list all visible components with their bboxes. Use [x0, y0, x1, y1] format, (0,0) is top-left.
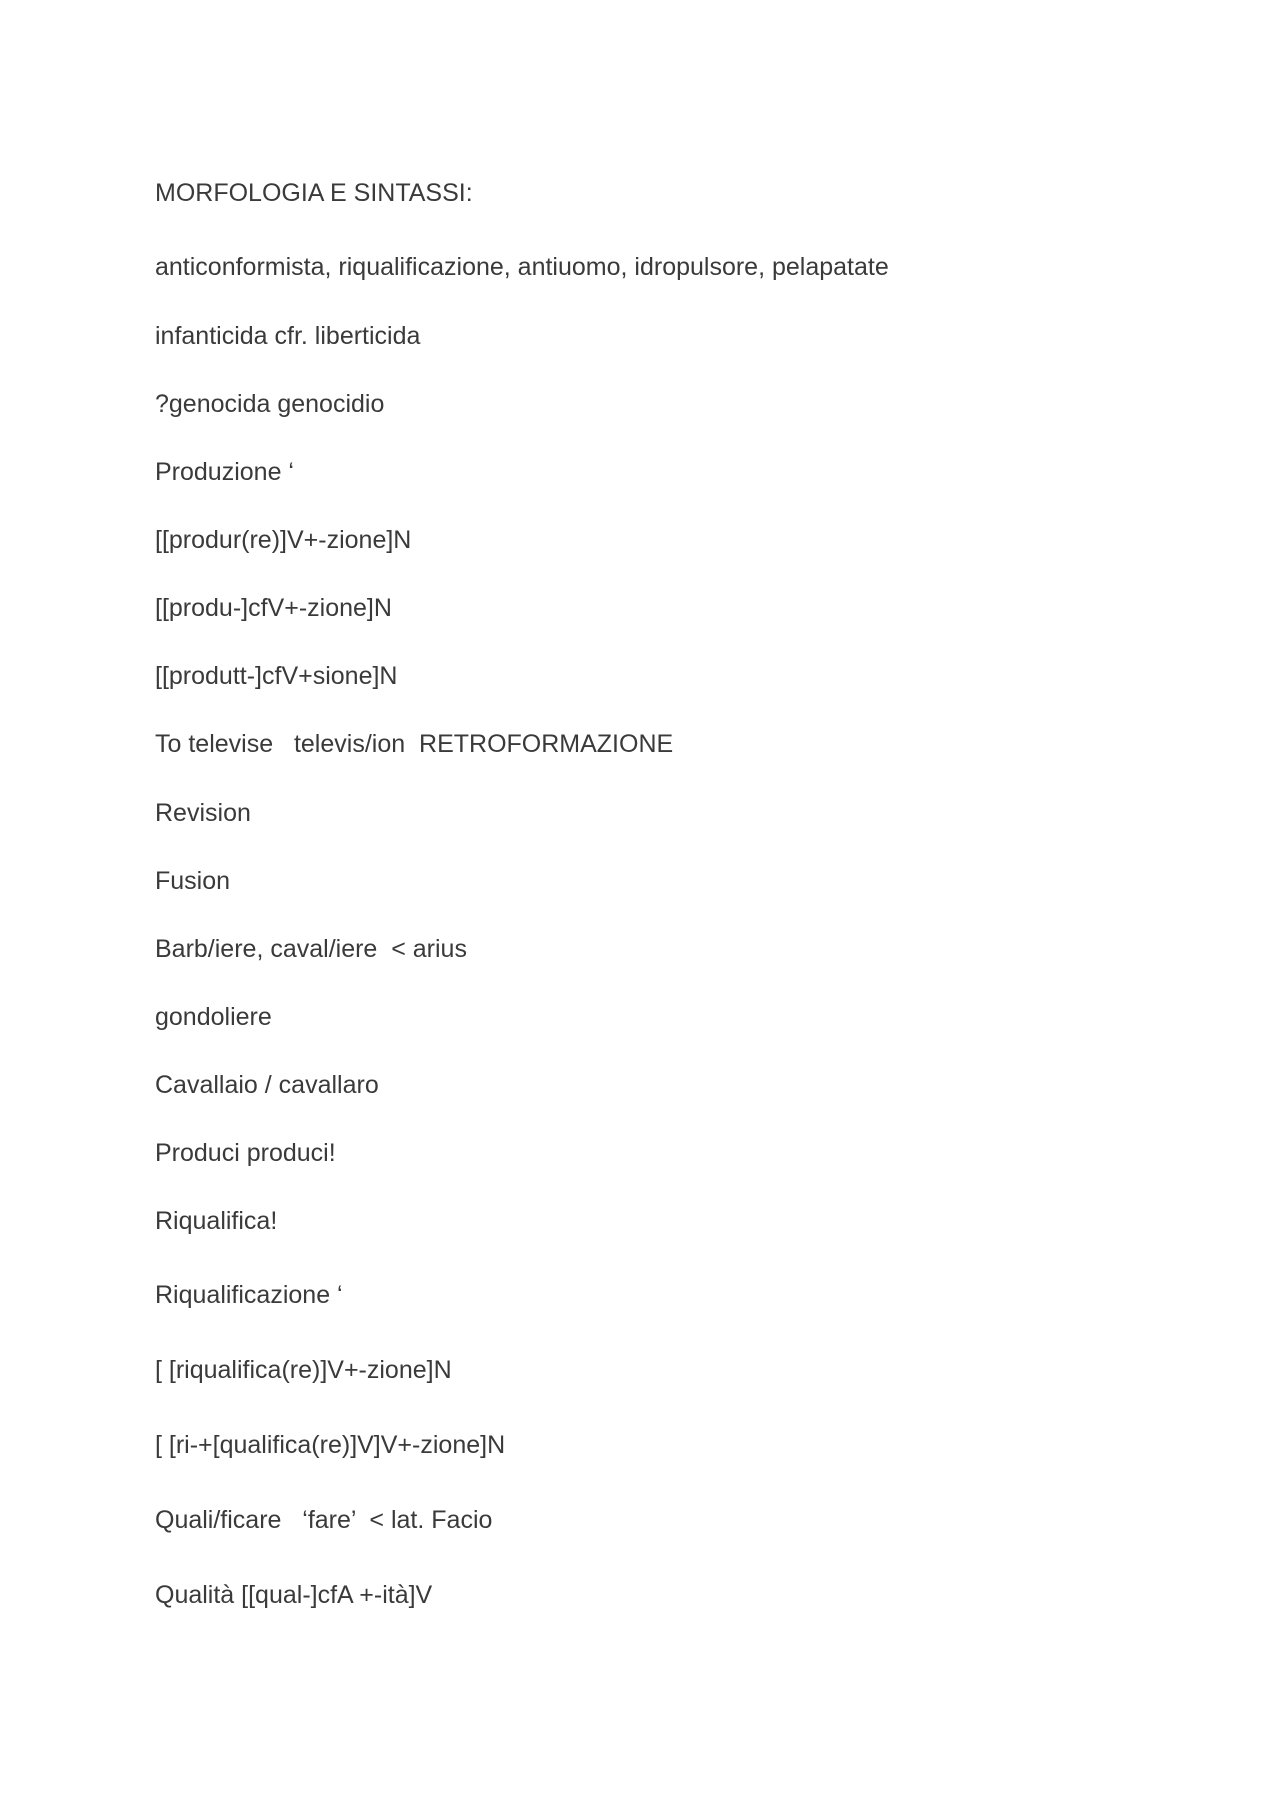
- text-line: [[produ-]cfV+-zione]N: [155, 594, 392, 622]
- text-line: Revision: [155, 799, 251, 827]
- text-line: ?genocida genocidio: [155, 390, 385, 418]
- text-line: Cavallaio / cavallaro: [155, 1071, 379, 1099]
- document-heading: MORFOLOGIA E SINTASSI:: [155, 179, 473, 207]
- text-line: Riqualifica!: [155, 1207, 278, 1235]
- text-line: [ [ri-+[qualifica(re)]V]V+-zione]N: [155, 1431, 506, 1459]
- text-line: Riqualificazione ‘: [155, 1281, 343, 1309]
- text-line: [[produtt-]cfV+sione]N: [155, 662, 398, 690]
- text-line: Produci produci!: [155, 1139, 336, 1167]
- text-line: [ [riqualifica(re)]V+-zione]N: [155, 1356, 452, 1384]
- text-line: [[produr(re)]V+-zione]N: [155, 526, 412, 554]
- text-line: Quali/ficare ‘fare’ < lat. Facio: [155, 1506, 493, 1534]
- text-line: anticonformista, riqualificazione, antiuomo, idropulsore, pelapatate: [155, 253, 889, 281]
- text-line: Produzione ‘: [155, 458, 294, 486]
- text-line: infanticida cfr. liberticida: [155, 322, 421, 350]
- text-line: Fusion: [155, 867, 231, 895]
- text-line: Barb/iere, caval/iere < arius: [155, 935, 467, 963]
- text-line: To televise televis/ion RETROFORMAZIONE: [155, 730, 674, 758]
- text-line: Qualità [[qual-]cfA +-ità]V: [155, 1581, 433, 1609]
- text-line: gondoliere: [155, 1003, 272, 1031]
